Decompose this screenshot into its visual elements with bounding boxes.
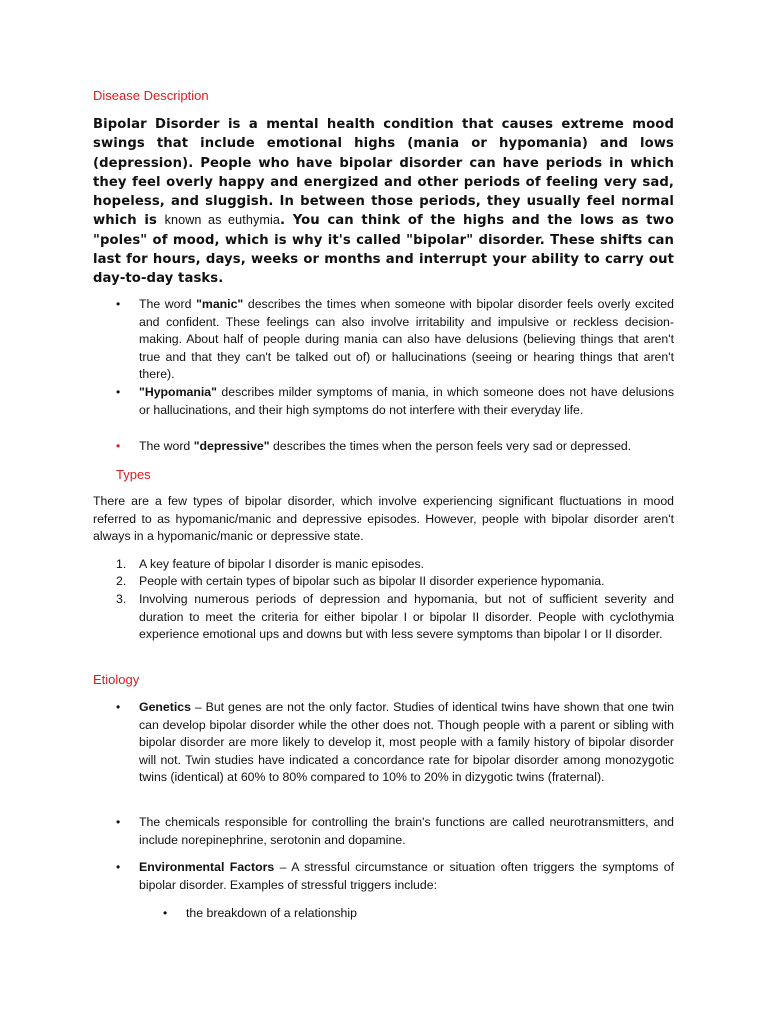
bullet-term: "Hypomania" — [139, 385, 217, 399]
types-item: People with certain types of bipolar such as bipolar II disorder experience hypomania. — [139, 574, 605, 588]
red-bullet-icon: • — [116, 439, 121, 453]
list-number: 2. — [116, 574, 127, 588]
bullet-prefix: The word — [139, 297, 197, 311]
bullet-term: Genetics — [139, 700, 191, 714]
types-item: Involving numerous periods of depression and hypomania, but not of sufficient severity and duration to meet the criteria for either bipolar I or bipolar II disorder. People with cyclothymia experience emotional ups and downs but with less severe symptoms than bipolar I or II disorder. — [139, 592, 674, 642]
bullet-text: describes the times when someone with bipolar disorder feels overly excited and confident. These feelings can also involve irritability and impulsive or reckless decision-making. About half of people during mania can also have delusions (believing things that aren't true and that they can't be talked out of) or hallucinations (seeing or hearing things that aren't there). — [139, 297, 674, 382]
bullet-icon: • — [116, 385, 121, 399]
bullet-icon: • — [116, 297, 121, 311]
bullet-icon: • — [116, 860, 121, 874]
etiology-genetics — [139, 699, 674, 787]
bullet-text: – But genes are not the only factor. Studies of identical twins have shown that one twin can develop bipolar disorder while the other does not. Though people with a parent or sibling with bipolar disorder are more likely to develop it, most people with a family history of bipolar disorder will not. Twin studies have indicated a concordance rate for bipolar disorder among monozygotic twins (identical) at 60% to 80% compared to 10% to 20% in dizygotic twins (fraternal). — [139, 700, 674, 785]
types-item: A key feature of bipolar I disorder is manic episodes. — [139, 557, 425, 571]
types-heading: Types — [116, 467, 151, 482]
bullet-depressive — [139, 438, 674, 456]
bullet-term: Environmental Factors — [139, 860, 275, 874]
list-number: 1. — [116, 557, 127, 571]
list-number: 3. — [116, 592, 127, 606]
bullet-icon: • — [116, 815, 121, 829]
bullet-icon: • — [116, 700, 121, 714]
bullet-text: The chemicals responsible for controlling the brain's functions are called neurotransmitters, and include norepinephrine, serotonin and dopamine. — [139, 815, 674, 847]
intro-bold-part1: Bipolar Disorder is a mental health condition that causes extreme mood swings that include emotional highs (mania or hypomania) and lows (depression). People who have bipolar disorder can have periods in which they feel overly happy and energized and other periods of feeling very sad, hopeless, and sluggish. In between those periods, they usually feel normal which is — [93, 117, 674, 229]
etiology-neurotransmitters — [139, 814, 674, 849]
bullet-manic — [139, 296, 674, 384]
bullet-text: – A stressful circumstance or situation often triggers the symptoms of bipolar disorder. Examples of stressful triggers include: — [139, 860, 674, 892]
bullet-hypomania — [139, 384, 674, 419]
intro-plain-part: known as euthymia — [164, 213, 280, 228]
bullet-text: describes the times when the person feels very sad or depressed. — [269, 439, 632, 453]
bullet-term: "manic" — [196, 297, 244, 311]
disease-description-intro — [93, 115, 674, 289]
bullet-term: "depressive" — [193, 439, 270, 453]
etiology-heading: Etiology — [93, 672, 140, 687]
disease-description-heading: Disease Description — [93, 88, 209, 103]
sub-bullet-item: the breakdown of a relationship — [186, 906, 357, 920]
types-intro: There are a few types of bipolar disorder, which involve experiencing significant fluctuations in mood referred to as hypomanic/manic and depressive episodes. However, people with bipolar disorder aren't always in a hypomanic/manic or depressive state. — [93, 494, 674, 544]
etiology-environmental — [139, 859, 674, 894]
bullet-prefix: The word — [139, 439, 194, 453]
intro-bold-part2: . You can think of the highs and the lows as two "poles" of mood, which is why it's called "bipolar" disorder. These shifts can last for hours, days, weeks or months and interrupt your ability to carry out day-to-day tasks. — [93, 213, 674, 287]
bullet-text: describes milder symptoms of mania, in which someone does not have delusions or hallucinations, and their high symptoms do not interfere with their everyday life. — [139, 385, 674, 417]
sub-bullet-icon: • — [163, 906, 168, 920]
